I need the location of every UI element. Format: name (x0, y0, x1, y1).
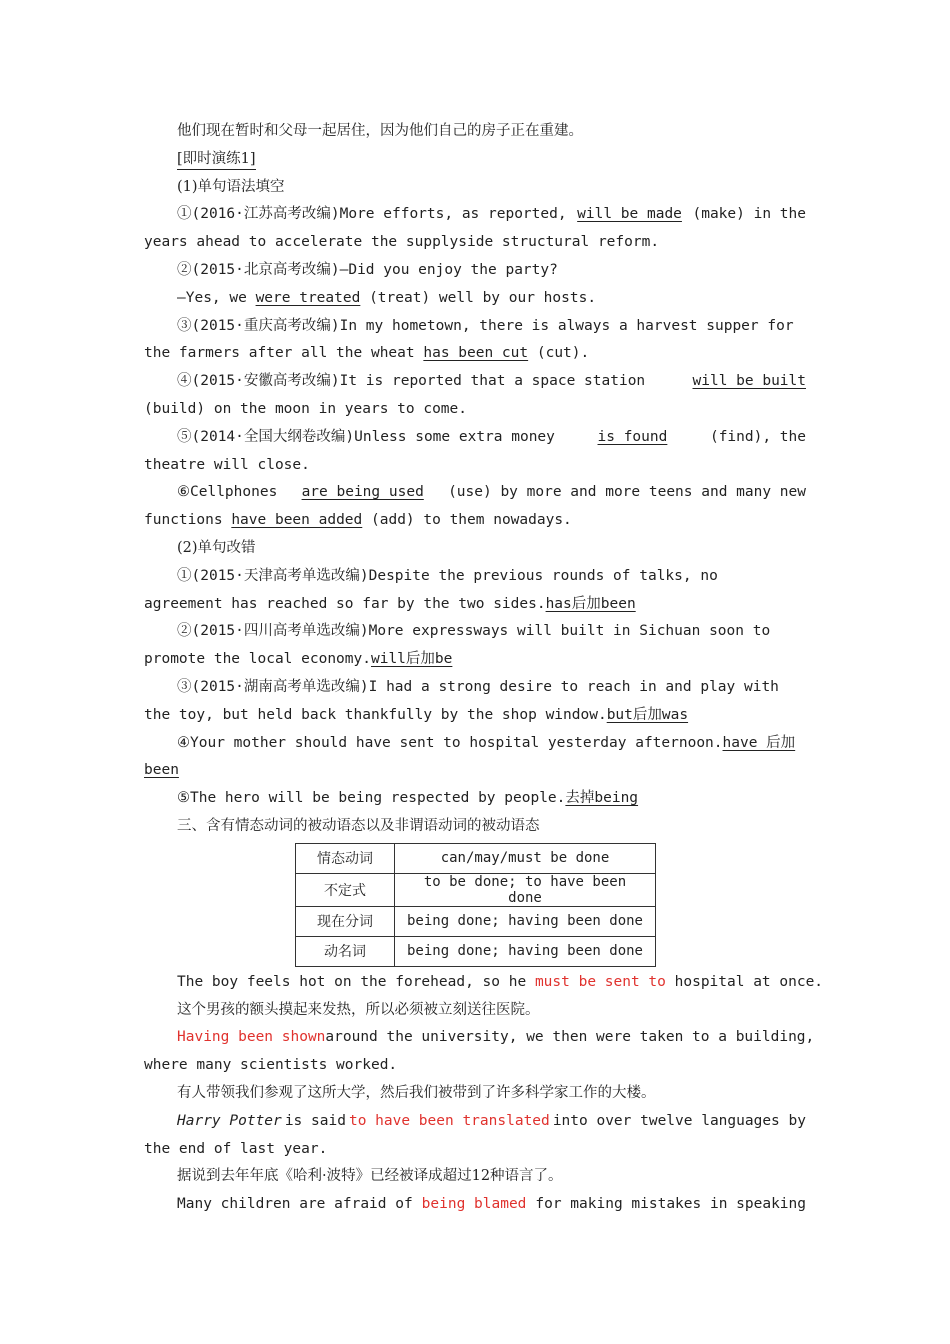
answer: has been cut (423, 345, 529, 362)
fill-q2-line1: ②(2015·北京高考改编)—Did you enjoy the party? (177, 261, 558, 278)
correct-q1-line2: agreement has reached so far by the two sides.has后加been (144, 595, 636, 612)
example1-line1: The boy feels hot on the forehead, so he must be sent to hospital at once. (177, 973, 824, 990)
correct-q4-line2 (144, 757, 806, 785)
correct-q3-line1: ③(2015·湖南高考单选改编)I had a strong desire to reach in and play with (177, 678, 779, 695)
document-page (144, 118, 824, 1219)
answer: will be made (577, 206, 682, 223)
fill-q4-line1: ④(2015·安徽高考改编)It is reported that a space station will be built (144, 368, 806, 396)
example3-line2: the end of last year. (144, 1140, 328, 1157)
example2-line1: Having been shown around the university, we then were taken to a building, (144, 1024, 806, 1052)
correct-q2-line1: ②(2015·四川高考单选改编)More expressways will built in Sichuan soon to (177, 623, 771, 640)
answer: has后加been (545, 595, 636, 612)
fill-q1-line2: years ahead to accelerate the supplyside structural reform. (144, 234, 660, 251)
example1-translation: 这个男孩的额头摸起来发热，所以必须被立刻送往医院。 (177, 1001, 540, 1018)
answer: were treated (255, 289, 361, 306)
fill-q2-line2: —Yes, we were treated (treat) well by our hosts. (177, 289, 597, 306)
section3-title: 三、含有情态动词的被动语态以及非谓语动词的被动语态 (177, 817, 540, 834)
correct-q5-line1: ⑤The hero will be being respected by people.去掉being (177, 790, 639, 807)
correct-q3-line2: the toy, but held back thankfully by the shop window.but后加was (144, 706, 689, 723)
book-title: Harry Potter (177, 1112, 282, 1129)
fill-q4-line2: (build) on the moon in years to come. (144, 400, 468, 417)
section1-title: (1)单句语法填空 (177, 178, 285, 195)
fill-q3-line2: the farmers after all the wheat has been cut (cut). (144, 345, 590, 362)
example3-translation: 据说到去年年底《哈利·波特》已经被译成超过12种语言了。 (177, 1168, 563, 1185)
intro-sentence: 他们现在暂时和父母一起居住，因为他们自己的房子正在重建。 (177, 123, 583, 139)
answer: will be built (692, 373, 806, 390)
answer: is found (597, 428, 668, 445)
fill-q1-line1: ①(2016·江苏高考改编)More efforts, as reported, will be made (make) in the (144, 201, 806, 229)
passive-forms-table (295, 843, 656, 967)
answer: will后加be (370, 651, 453, 668)
table-row: 情态动词 can/may/must be done (296, 843, 656, 873)
answer: are being used (301, 484, 424, 501)
fill-q5-line1: ⑤(2014·全国大纲卷改编)Unless some extra money is found (find), the (144, 424, 806, 452)
correct-q4-line1: ④Your mother should have sent to hospital yesterday afternoon.have 后加 (177, 734, 796, 751)
section2-title: (2)单句改错 (177, 539, 256, 556)
table-row: 现在分词 being done; having been done (296, 906, 656, 936)
fill-q5-line2: theatre will close. (144, 456, 310, 473)
answer: 去掉being (565, 790, 639, 807)
table-row: 动名词 being done; having been done (296, 936, 656, 966)
correct-q1-line1: ①(2015·天津高考单选改编)Despite the previous rounds of talks, no (177, 567, 718, 584)
example3-line1: Harry Potter is said to have been translated into over twelve languages by (144, 1108, 806, 1136)
highlight: must be sent to (534, 973, 666, 990)
practice-header: [即时演练1] (144, 146, 806, 174)
answer: but后加was (606, 706, 689, 723)
correct-q2-line2: promote the local economy.will后加be (144, 651, 453, 668)
example2-translation: 有人带领我们参观了这所大学，然后我们被带到了许多科学家工作的大楼。 (177, 1084, 656, 1101)
fill-q3-line1: ③(2015·重庆高考改编)In my hometown, there is always a harvest supper for (177, 317, 794, 334)
highlight: being blamed (421, 1196, 527, 1213)
answer: have 后加 (722, 734, 796, 751)
answer: been (144, 762, 179, 779)
highlight: to have been translated (348, 1112, 550, 1129)
example4-line1: Many children are afraid of being blamed for making mistakes in speaking (144, 1191, 806, 1219)
highlight: Having been shown (177, 1029, 326, 1046)
fill-q6-line1: ⑥Cellphones are being used (use) by more and more teens and many new (144, 479, 806, 507)
example2-line2: where many scientists worked. (144, 1057, 398, 1074)
answer: have been added (231, 512, 363, 529)
fill-q6-line2: functions have been added (add) to them nowadays. (144, 512, 572, 529)
table-row: 不定式 to be done; to have been done (296, 873, 656, 906)
